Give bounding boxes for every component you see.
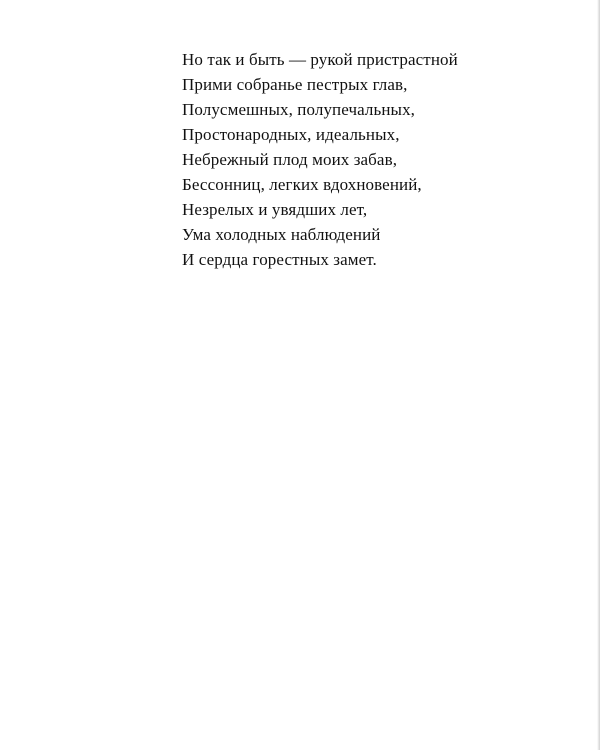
poem-stanza	[182, 47, 458, 272]
poem-line: Бессонниц, легких вдохновений,	[182, 175, 422, 194]
poem-line: Прими собранье пестрых глав,	[182, 75, 408, 94]
poem-line: Полусмешных, полупечальных,	[182, 100, 416, 119]
poem-line: Небрежный плод моих забав,	[182, 150, 398, 169]
poem-line: Ума холодных наблюдений	[182, 225, 381, 244]
poem-line: Незрелых и увядших лет,	[182, 200, 368, 219]
poem-line: И сердца горестных замет.	[182, 250, 377, 269]
poem-line: Но так и быть — рукой пристрастной	[182, 50, 458, 69]
poem-line: Простонародных, идеальных,	[182, 125, 400, 144]
